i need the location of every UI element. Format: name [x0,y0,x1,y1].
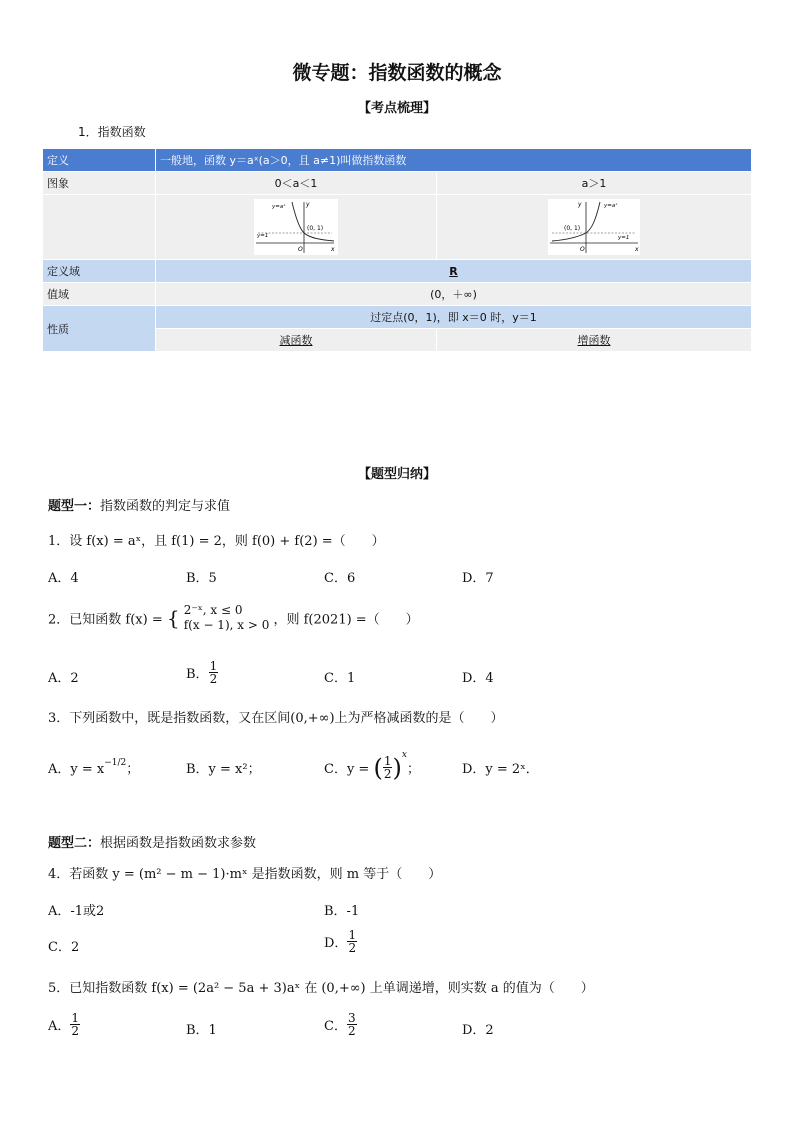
question-4: 4．若函数 y = (m² − m − 1)·mˣ 是指数函数，则 m 等于（ ） [48,867,442,882]
q5-option-d: D．2 [462,1023,494,1038]
q1-option-d: D．7 [462,571,494,586]
definition-text: 一般地，函数 y＝aˣ(a＞0，且 a≠1)叫做指数函数 [156,149,752,172]
axis-label-x: x [635,246,639,253]
fraction: $\frac{3}{2}$ [347,1011,356,1038]
graph-cell-increasing [437,195,752,260]
graph-decreasing [254,199,338,255]
property-common: 过定点(0，1)，即 x＝0 时，y＝1 [156,306,752,329]
table-row [43,172,752,195]
axis-label-y: y [578,201,582,208]
q2-option-b: B． $\frac{1}{2}$ [186,659,218,686]
q4-option-b: B．-1 [324,904,360,919]
graph-col-increasing: a＞1 [437,172,752,195]
question-type-text: 根据函数是指数函数求参数 [100,836,257,851]
range-value: (0，＋∞) [156,283,752,306]
domain-value: R [156,260,752,283]
fraction: $\frac{1}{2}$ [348,928,357,955]
curve-label: y=aˣ [272,204,286,210]
curve-label: y=aˣ [604,203,618,209]
q2-option-c: C．1 [324,671,356,686]
q2-option-a: A．2 [48,671,79,686]
q3-option-a: A．$y = x^{-1/2}$； [48,758,140,777]
question-type-1 [48,495,230,514]
question-3: 3．下列函数中，既是指数函数，又在区间(0,+∞)上为严格减函数的是（ ） [48,711,504,726]
question-1: 1．设 f(x) = aˣ，且 f(1) = 2，则 f(0) + f(2) =（ ） [48,534,385,549]
q5-option-c: C． $\frac{3}{2}$ [324,1011,356,1038]
table-row [43,195,752,260]
question-type-2 [48,832,256,851]
q4-option-d: D． $\frac{1}{2}$ [324,928,357,955]
point-label: (0, 1) [307,225,324,232]
origin-label: O [298,246,303,253]
row-label-domain: 定义域 [43,260,156,283]
q3-option-d: D．y = 2ˣ． [462,762,539,777]
fraction: $\frac{1}{2}$ [71,1011,80,1038]
axis-label-x: x [331,246,335,253]
question-5: 5．已知指数函数 f(x) = (2a² − 5a + 3)aˣ 在 (0,+∞) 上单调递增，则实数 a 的值为（ ） [48,981,594,996]
q2-suffix: ，则 f(2021) =（ ） [273,612,419,628]
page-title: 微专题：指数函数的概念 [292,62,502,84]
section-heading-types: 【题型归纳】 [357,467,436,482]
question-type-head: 题型二： [48,836,101,851]
table-row [43,260,752,283]
table-row [43,283,752,306]
row-label-range: 值域 [43,283,156,306]
graph-col-decreasing: 0＜a＜1 [156,172,437,195]
property-decreasing: 减函数 [156,329,437,352]
point-label: (0, 1) [564,225,581,232]
q2-case-1: 2⁻ˣ, x ≤ 0 [183,603,243,617]
question-2: 2．已知函数 f(x) = { 2⁻ˣ, x ≤ 0 f(x − 1), x > 0 ，则 f(2021) =（ ） [48,603,419,632]
property-increasing: 增函数 [437,329,752,352]
fraction: $\frac{1}{2}$ [383,754,392,781]
point-heading: 1．指数函数 [78,125,146,139]
q2-option-d: D．4 [462,671,494,686]
q3-option-b: B．y = x²； [186,762,261,777]
question-type-head: 题型一： [48,499,101,514]
q5-option-b: B．1 [186,1023,217,1038]
q4-option-c: C．2 [48,940,80,955]
graph-cell-decreasing [156,195,437,260]
summary-table [42,148,752,352]
q1-option-c: C．6 [324,571,356,586]
q1-option-a: A．4 [48,571,79,586]
q5-option-a: A． $\frac{1}{2}$ [48,1011,80,1038]
q4-option-a: A．-1或2 [48,904,105,919]
q2-case-2: f(x − 1), x > 0 [183,618,270,632]
row-label-property: 性质 [43,306,156,352]
asymptote-label: y=1 [618,235,630,241]
q2-prefix: 2．已知函数 f(x) = [48,612,163,628]
table-row [43,149,752,172]
q1-option-b: B．5 [186,571,217,586]
axis-label-y: y [306,201,310,208]
q3-option-c: C．y = ( $\frac{1}{2}$ )$^x$； [324,750,420,782]
origin-label: O [580,246,585,253]
asymptote-label: y=1 [257,233,269,239]
fraction: $\frac{1}{2}$ [209,659,218,686]
row-label-graph: 图象 [43,172,156,195]
table-row [43,306,752,329]
section-heading-review: 【考点梳理】 [357,101,436,116]
row-label-definition: 定义 [43,149,156,172]
question-type-text: 指数函数的判定与求值 [100,499,231,514]
graph-increasing [548,199,640,255]
